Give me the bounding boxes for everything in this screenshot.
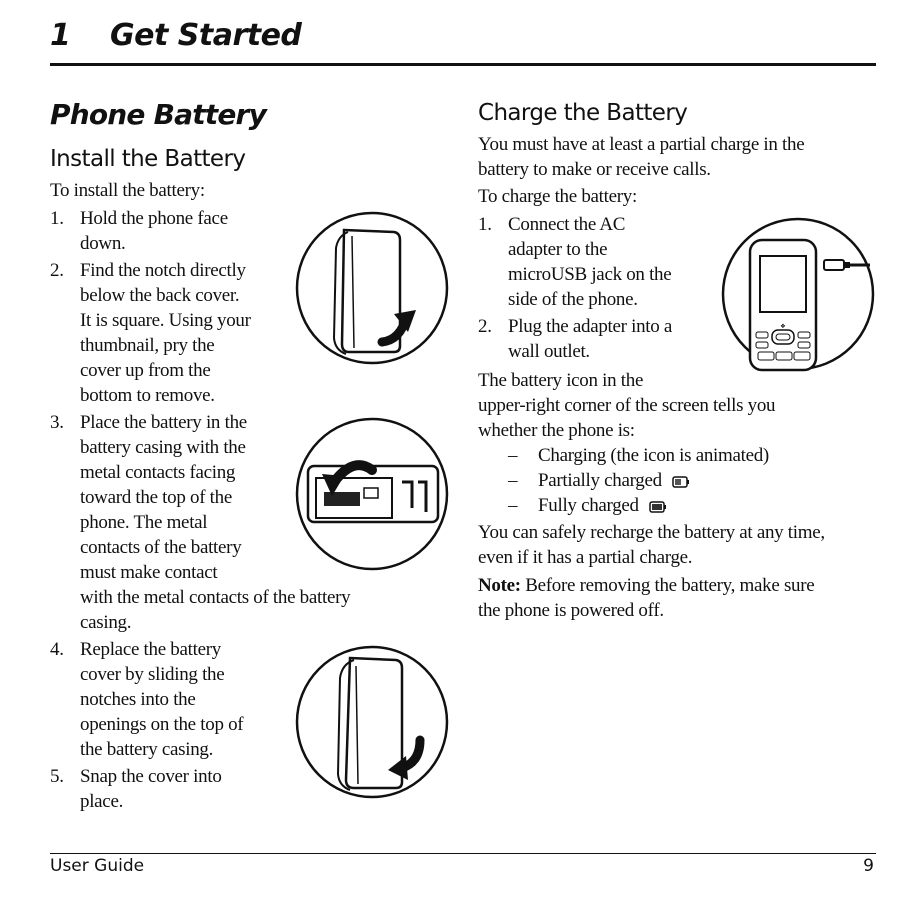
battery-states [478, 443, 878, 518]
subsection-title-charge: Charge the Battery [478, 100, 688, 126]
note: Note: Before removing the battery, make sure the phone is powered off. [478, 575, 815, 621]
svg-text:❖: ❖ [780, 323, 786, 330]
page-number: 9 [863, 856, 874, 876]
state-partial: – Partially charged [478, 468, 878, 493]
state-charging: – Charging (the icon is animated) [508, 445, 769, 466]
install-step-5: 5. Snap the cover into place. [50, 766, 222, 812]
note-label: Note: [478, 575, 521, 596]
chapter-title: Get Started [110, 18, 302, 53]
insert-battery-illustration [294, 416, 450, 572]
footer-title: User Guide [50, 856, 145, 876]
charge-step-1: 1. Connect the AC adapter to the microUSB jack on the side of the phone. [478, 214, 672, 310]
recharge-info: You can safely recharge the battery at any time, even if it has a partial charge. [478, 522, 825, 568]
charge-steps [478, 212, 718, 366]
header-rule [50, 63, 876, 66]
footer-rule [50, 853, 876, 854]
charge-lead: To charge the battery: [478, 186, 637, 207]
install-step-1: 1. Hold the phone face down. [50, 208, 228, 254]
install-step-3: 3. Place the battery in the battery casing with the metal contacts facing toward the top of the phone. The metal contacts of the battery must make contact with the metal contacts of the battery casing. [50, 412, 351, 633]
remove-cover-illustration [294, 210, 450, 366]
charge-step-2: 2. Plug the adapter into a wall outlet. [478, 316, 673, 362]
chapter-number: 1 [50, 18, 71, 53]
state-full: – Fully charged [478, 493, 878, 518]
subsection-title-install: Install the Battery [50, 146, 246, 172]
section-title: Phone Battery [50, 98, 267, 131]
battery-partial-icon [672, 476, 690, 488]
install-step-4: 4. Replace the battery cover by sliding the notches into the openings on the top of the battery casing. [50, 639, 244, 760]
install-intro: To install the battery: [50, 180, 205, 201]
battery-full-icon [649, 501, 667, 513]
install-step-2: 2. Find the notch directly below the back cover. It is square. Using your thumbnail, pry the cover up from the bottom to remove. [50, 260, 251, 406]
battery-icon-explanation: The battery icon in the upper-right corner of the screen tells you whether the phone is: [478, 370, 776, 441]
replace-cover-illustration [294, 644, 450, 800]
phone-charger-illustration [720, 216, 876, 372]
charge-intro: You must have at least a partial charge in the battery to make or receive calls. [478, 134, 805, 180]
